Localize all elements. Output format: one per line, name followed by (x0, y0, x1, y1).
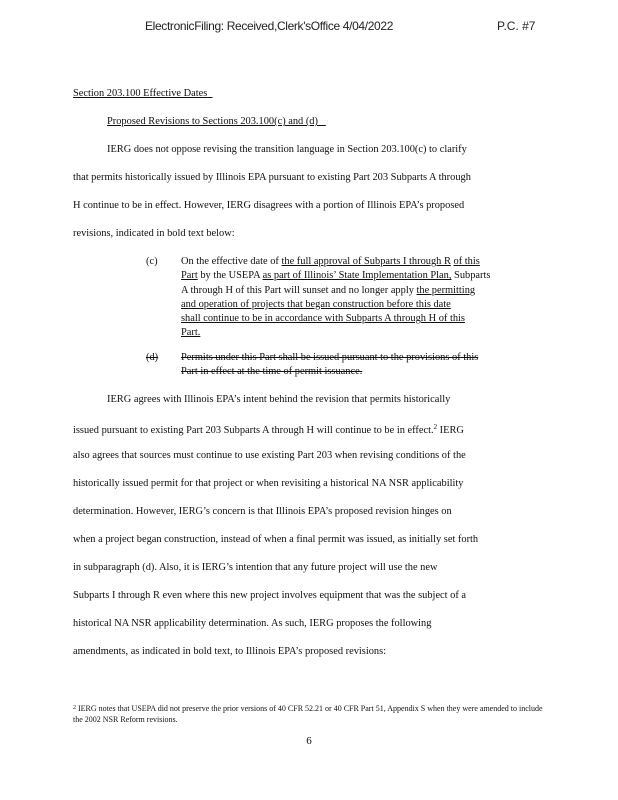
quote-c-line: A through H of this Part will sunset and no longer apply the permitting (181, 284, 476, 296)
paragraph2-line: IERG agrees with Illinois EPA’s intent behind the revision that permits historically (107, 394, 451, 405)
quote-d-line: Permits under this Part shall be issued pursuant to the provisions of this (181, 352, 479, 363)
filing-header (0, 19, 618, 35)
paragraph1-line: revisions, indicated in bold text below: (73, 228, 235, 239)
quote-c-block (181, 255, 530, 341)
quote-c-line: Part by the USEPA as part of Illinois’ State Implementation Plan, Subparts (181, 270, 491, 282)
paragraph2-line: also agrees that sources must continue to use existing Part 203 when revising conditions of the (73, 450, 466, 461)
paragraph2-line: Subparts I through R even where this new project involves equipment that was the subject of a (73, 590, 467, 601)
paragraph2-line: historically issued permit for that project or when revisiting a historical NA NSR applicability (73, 478, 464, 489)
paragraph1-line: IERG does not oppose revising the transition language in Section 203.100(c) to clarify (107, 144, 467, 155)
footnote: $^2$ IERG notes that USEPA did not preserve the prior versions of 40 CFR 52.21 or 40 CFR Part 51, Appendix S when they were amended to include the 2002 NSR Reform revisions. (73, 704, 543, 724)
pc-number: P.C. #7 (497, 19, 536, 33)
paragraph1-line: that permits historically issued by Illinois EPA pursuant to existing Part 203 Subparts A through (73, 172, 471, 183)
paragraph2-line: historical NA NSR applicability determination. As such, IERG proposes the following (73, 618, 432, 629)
quote-c-line: shall continue to be in accordance with Subparts A through H of this (181, 313, 465, 325)
quote-d-block (181, 351, 530, 380)
quote-c-marker: (c) (146, 256, 158, 267)
footnote-number: 2 (73, 705, 76, 711)
filing-stamp: ElectronicFiling: Received,Clerk'sOffice 4/04/2022 (145, 19, 394, 33)
quote-c-line: and operation of projects that began construction before this date (181, 298, 451, 310)
paragraph2-line: issued pursuant to existing Part 203 Subparts A through H will continue to be in effect.$^2$ IERG (73, 423, 464, 436)
quote-c-line: On the effective date of the full approval of Subparts I through R of this (181, 256, 480, 267)
subsection-title: Proposed Revisions to Sections 203.100(c) and (d) (107, 116, 318, 127)
page-number: 6 (306, 735, 312, 747)
paragraph2-line: determination. However, IERG’s concern is that Illinois EPA’s proposed revision hinges on (73, 506, 452, 517)
paragraph1-line: H continue to be in effect. However, IERG disagrees with a portion of Illinois EPA’s proposed (73, 200, 465, 211)
footnote-ref: 2 (433, 423, 438, 431)
quote-c-line: Part. (181, 327, 201, 339)
paragraph2-line: amendments, as indicated in bold text, to Illinois EPA’s proposed revisions: (73, 646, 387, 657)
paragraph2-line: in subparagraph (d). Also, it is IERG’s intention that any future project will use the new (73, 562, 438, 573)
quote-d-marker: (d) (146, 352, 159, 363)
quote-d-line: Part in effect at the time of permit issuance. (181, 366, 363, 378)
paragraph2-line: when a project began construction, instead of when a final permit was issued, as initially set forth (73, 534, 479, 545)
section-title: Section 203.100 Effective Dates (73, 88, 208, 99)
